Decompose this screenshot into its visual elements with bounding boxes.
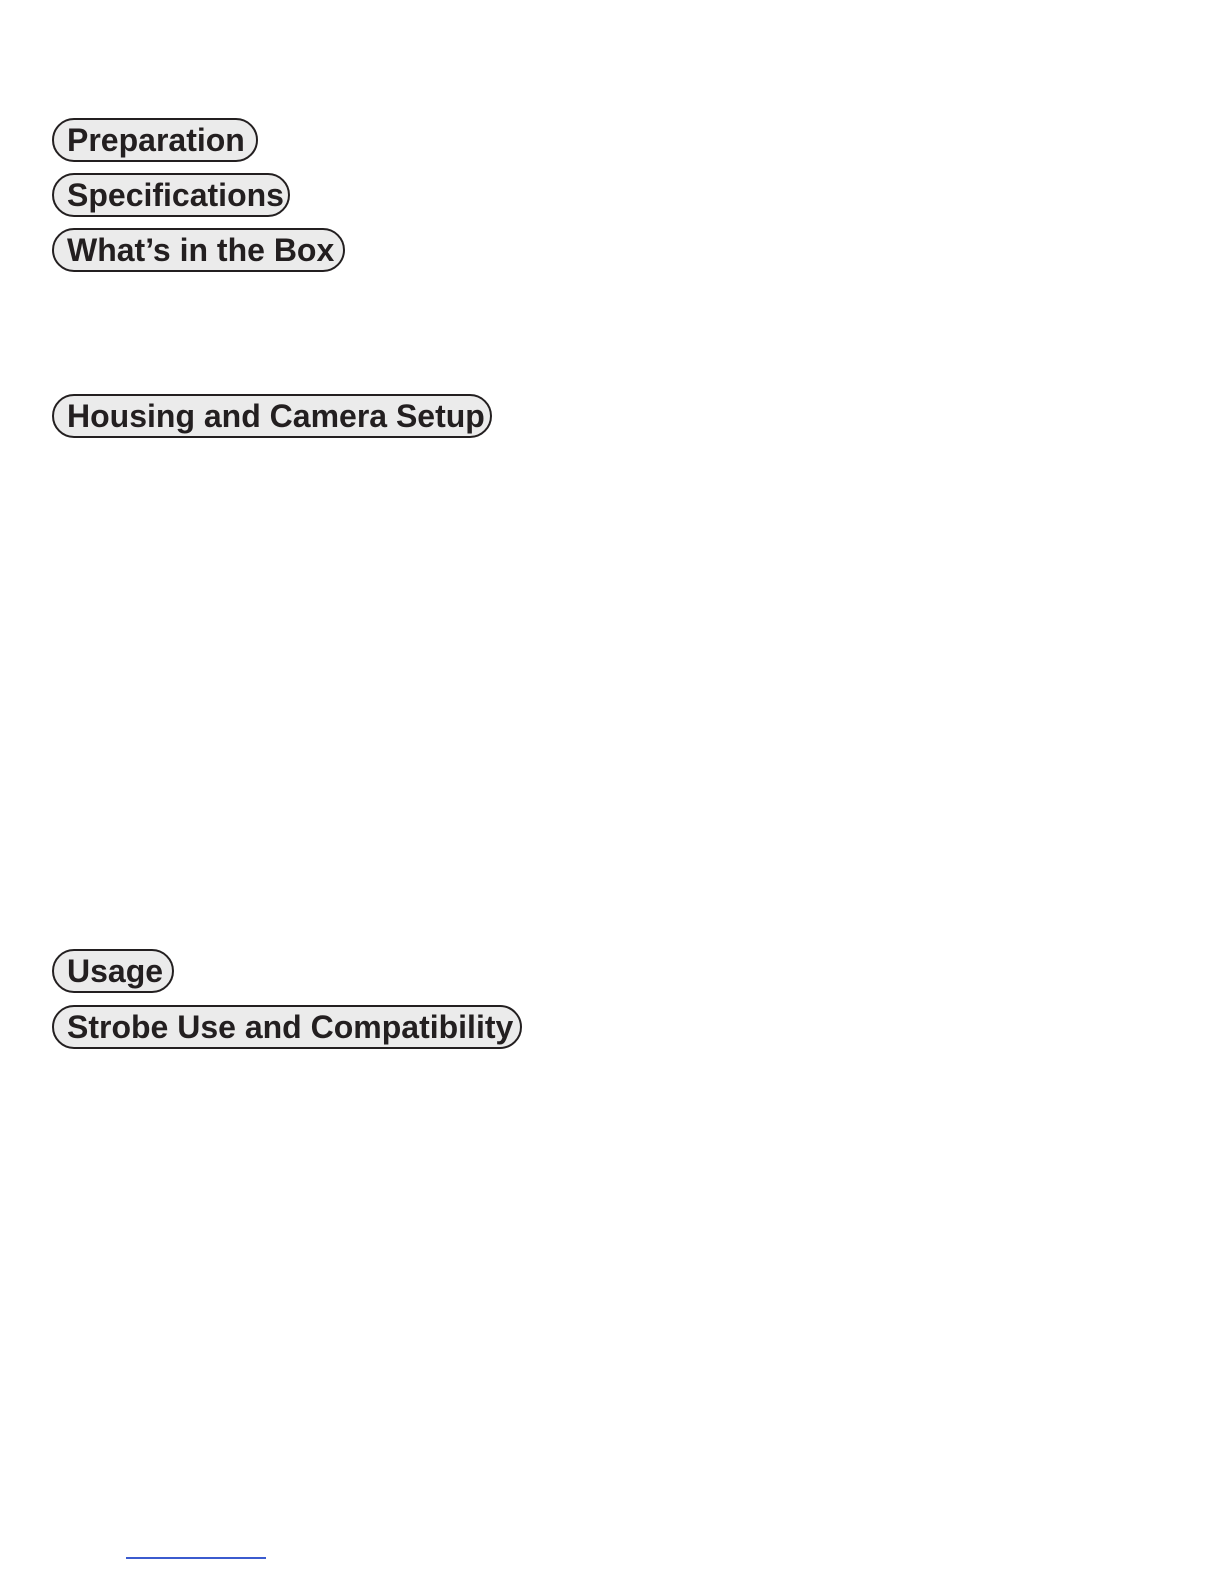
section-heading-usage: Usage	[52, 949, 174, 993]
section-heading-specifications: Specifications	[52, 173, 290, 217]
footer-link-underline[interactable]	[126, 1557, 266, 1559]
section-heading-whats-in-the-box: What’s in the Box	[52, 228, 345, 272]
section-heading-strobe-use: Strobe Use and Compatibility	[52, 1005, 522, 1049]
section-heading-housing-camera-setup: Housing and Camera Setup	[52, 394, 492, 438]
section-heading-preparation: Preparation	[52, 118, 258, 162]
